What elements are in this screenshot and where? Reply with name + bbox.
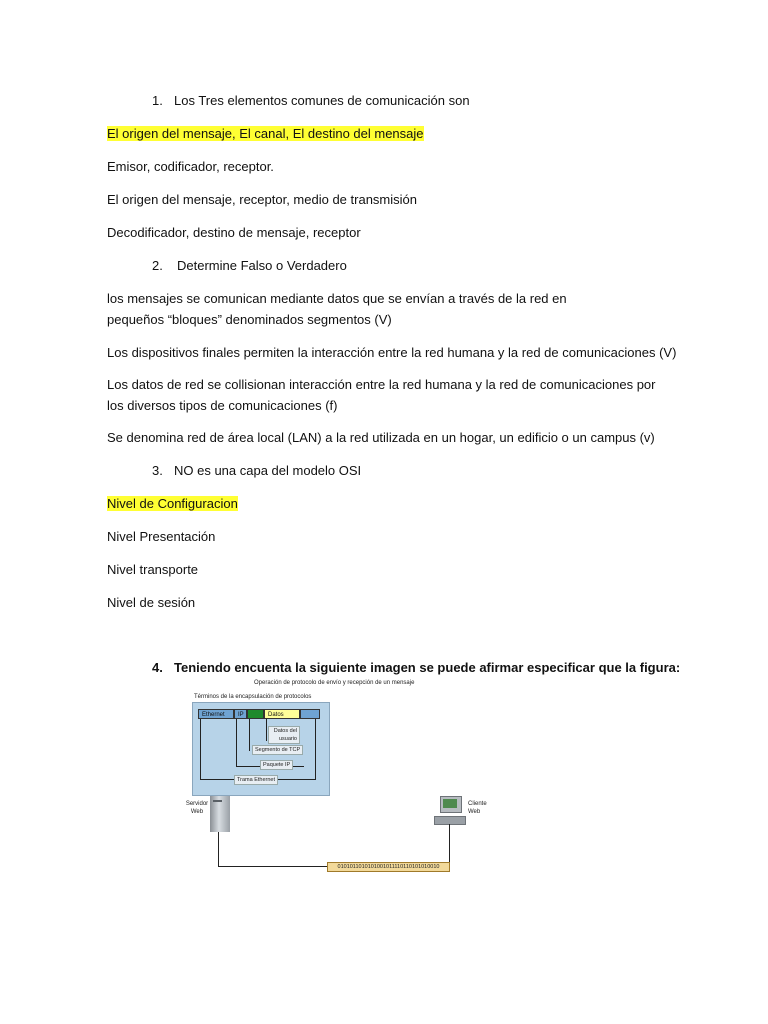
answer-option: Emisor, codificador, receptor. [107, 159, 274, 174]
question-2 [152, 255, 347, 276]
answer-option: Nivel transporte [107, 562, 199, 577]
statement: los mensajes se comunican mediante datos que se envían a través de la red en pequeños “bloques” denominados segmentos (V) [107, 291, 567, 327]
question-text: NO es una capa del modelo OSI [174, 463, 362, 478]
highlighted-answer: Nivel de Configuracion [107, 496, 238, 511]
question-number: 1. [152, 93, 163, 108]
bracket-line [249, 719, 250, 751]
bracket-line [266, 719, 267, 741]
segment-tcp: TCP [247, 709, 264, 719]
segment-ip: IP [234, 709, 247, 719]
bit-stream: 0101011010101001011110110101010010 [327, 862, 450, 872]
answer-option: Nivel de sesión [107, 595, 196, 610]
question-3 [152, 460, 361, 481]
question-text: Teniendo encuenta la siguiente imagen se puede afirmar especificar que la figura: [174, 660, 681, 675]
client-label: Cliente Web [468, 801, 487, 815]
answer-option [107, 123, 667, 144]
answer-option: Nivel Presentación [107, 529, 216, 544]
question-4 [152, 657, 680, 678]
segment-datos: Datos [264, 709, 300, 719]
label-segmento-tcp: Segmento de TCP [252, 745, 303, 755]
server-label: Servidor Web [185, 801, 209, 815]
question-number: 3. [152, 463, 163, 478]
segment-ethernet: Ethernet [198, 709, 234, 719]
question-text: Determine Falso o Verdadero [177, 258, 347, 273]
encapsulation-figure [176, 676, 487, 876]
segment-trailer [300, 709, 320, 719]
figure-subtitle: Términos de la encapsulación de protocolos [194, 694, 312, 700]
statement: Los datos de red se collisionan interacción entre la red humana y la red de comunicaciones por los diversos tipos de comunicaciones (f) [107, 377, 656, 413]
bracket-line [315, 719, 316, 779]
question-1 [152, 90, 470, 111]
figure-title: Operación de protocolo de envío y recepción de un mensaje [254, 680, 415, 686]
cable [449, 824, 450, 867]
question-text: Los Tres elementos comunes de comunicación son [174, 93, 470, 108]
answer-option: Decodificador, destino de mensaje, receptor [107, 225, 361, 240]
statement: Se denomina red de área local (LAN) a la red utilizada en un hogar, un edificio o un campus (v) [107, 430, 655, 445]
question-number: 2. [152, 258, 163, 273]
answer-option [107, 493, 667, 514]
bracket-line [236, 719, 237, 766]
answer-option: El origen del mensaje, receptor, medio de transmisión [107, 192, 417, 207]
question-number: 4. [152, 660, 163, 675]
server-slot [213, 800, 222, 802]
label-paquete-ip: Paquete IP [260, 760, 293, 770]
label-trama-ethernet: Trama Ethernet [234, 775, 278, 785]
statement: Los dispositivos finales permiten la interacción entre la red humana y la red de comunicaciones (V) [107, 345, 677, 360]
highlighted-answer: El origen del mensaje, El canal, El destino del mensaje [107, 126, 424, 141]
monitor-screen [443, 799, 457, 808]
keyboard-icon [434, 816, 466, 825]
bracket-line [200, 719, 201, 779]
label-datos-usuario: Datos del usuario [268, 726, 300, 744]
cable [218, 832, 219, 867]
